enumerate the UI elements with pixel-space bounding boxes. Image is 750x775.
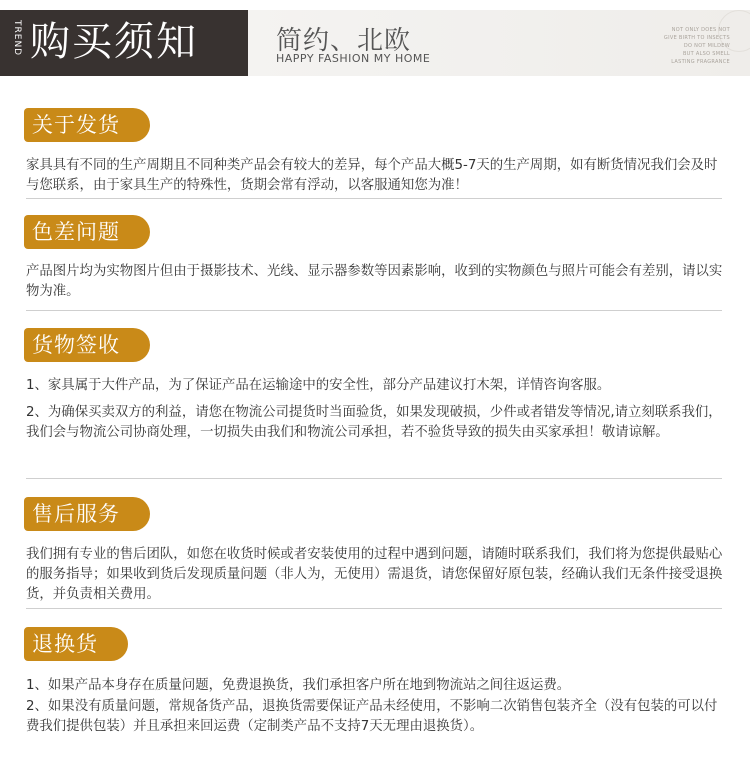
section-heading-shipping: 关于发货 bbox=[24, 108, 150, 142]
delivery-receipt-text-1: 1、家具属于大件产品，为了保证产品在运输途中的安全性，部分产品建议打木架，详情咨询客服。 bbox=[26, 378, 611, 393]
section-heading-returns: 退换货 bbox=[24, 627, 128, 661]
page-header bbox=[0, 0, 750, 78]
divider bbox=[26, 478, 722, 479]
divider bbox=[26, 310, 722, 311]
page-title: 购买须知 bbox=[30, 19, 198, 65]
decorative-text: NOT ONLY DOES NOT GIVE BIRTH TO INSECTS DO NOT MILDEW BUT ALSO SMELL LASTING FRAGRANCE bbox=[663, 27, 730, 65]
returns-text-1: 1、如果产品本身存在质量问题，免费退换货，我们承担客户所在地到物流站之间往返运费。 bbox=[26, 678, 571, 693]
section-heading-after-sales: 售后服务 bbox=[24, 497, 150, 531]
divider bbox=[26, 608, 722, 609]
returns-text-2: 2、如果没有质量问题，常规备货产品，退换货需要保证产品未经使用，不影响二次销售包装齐全（没有包装的可以付费我们提供包装）并且承担来回运费（定制类产品不支持7天无理由退换货）。 bbox=[26, 699, 718, 734]
divider bbox=[26, 198, 722, 199]
trend-label: TREND bbox=[12, 20, 22, 57]
slogan-chinese: 简约、北欧 bbox=[276, 26, 412, 56]
section-heading-color-difference: 色差问题 bbox=[24, 215, 150, 249]
shipping-text: 家具具有不同的生产周期且不同种类产品会有较大的差异，每个产品大概5-7天的生产周期，如有断货情况我们会及时与您联系，由于家具生产的特殊性，货期会常有浮动，以客服通知您为准！ bbox=[26, 158, 718, 193]
after-sales-text: 我们拥有专业的售后团队，如您在收货时候或者安装使用的过程中遇到问题，请随时联系我们，我们将为您提供最贴心的服务指导；如果收到货后发现质量问题（非人为，无使用）需退货，请您保留好原包装，经确认我们无条件接受退换货，并负责相关费用。 bbox=[26, 547, 723, 602]
slogan-english: HAPPY FASHION MY HOME bbox=[276, 52, 431, 65]
section-heading-delivery-receipt: 货物签收 bbox=[24, 328, 150, 362]
delivery-receipt-text-2: 2、为确保买卖双方的利益，请您在物流公司提货时当面验货，如果发现破损，少件或者错发等情况,请立刻联系我们，我们会与物流公司协商处理，一切损失由我们和物流公司承担，若不验货导致的损失由买家承担！敬请谅解。 bbox=[26, 405, 722, 440]
color-difference-text: 产品图片均为实物图片但由于摄影技术、光线、显示器参数等因素影响，收到的实物颜色与照片可能会有差别，请以实物为准。 bbox=[26, 264, 723, 299]
